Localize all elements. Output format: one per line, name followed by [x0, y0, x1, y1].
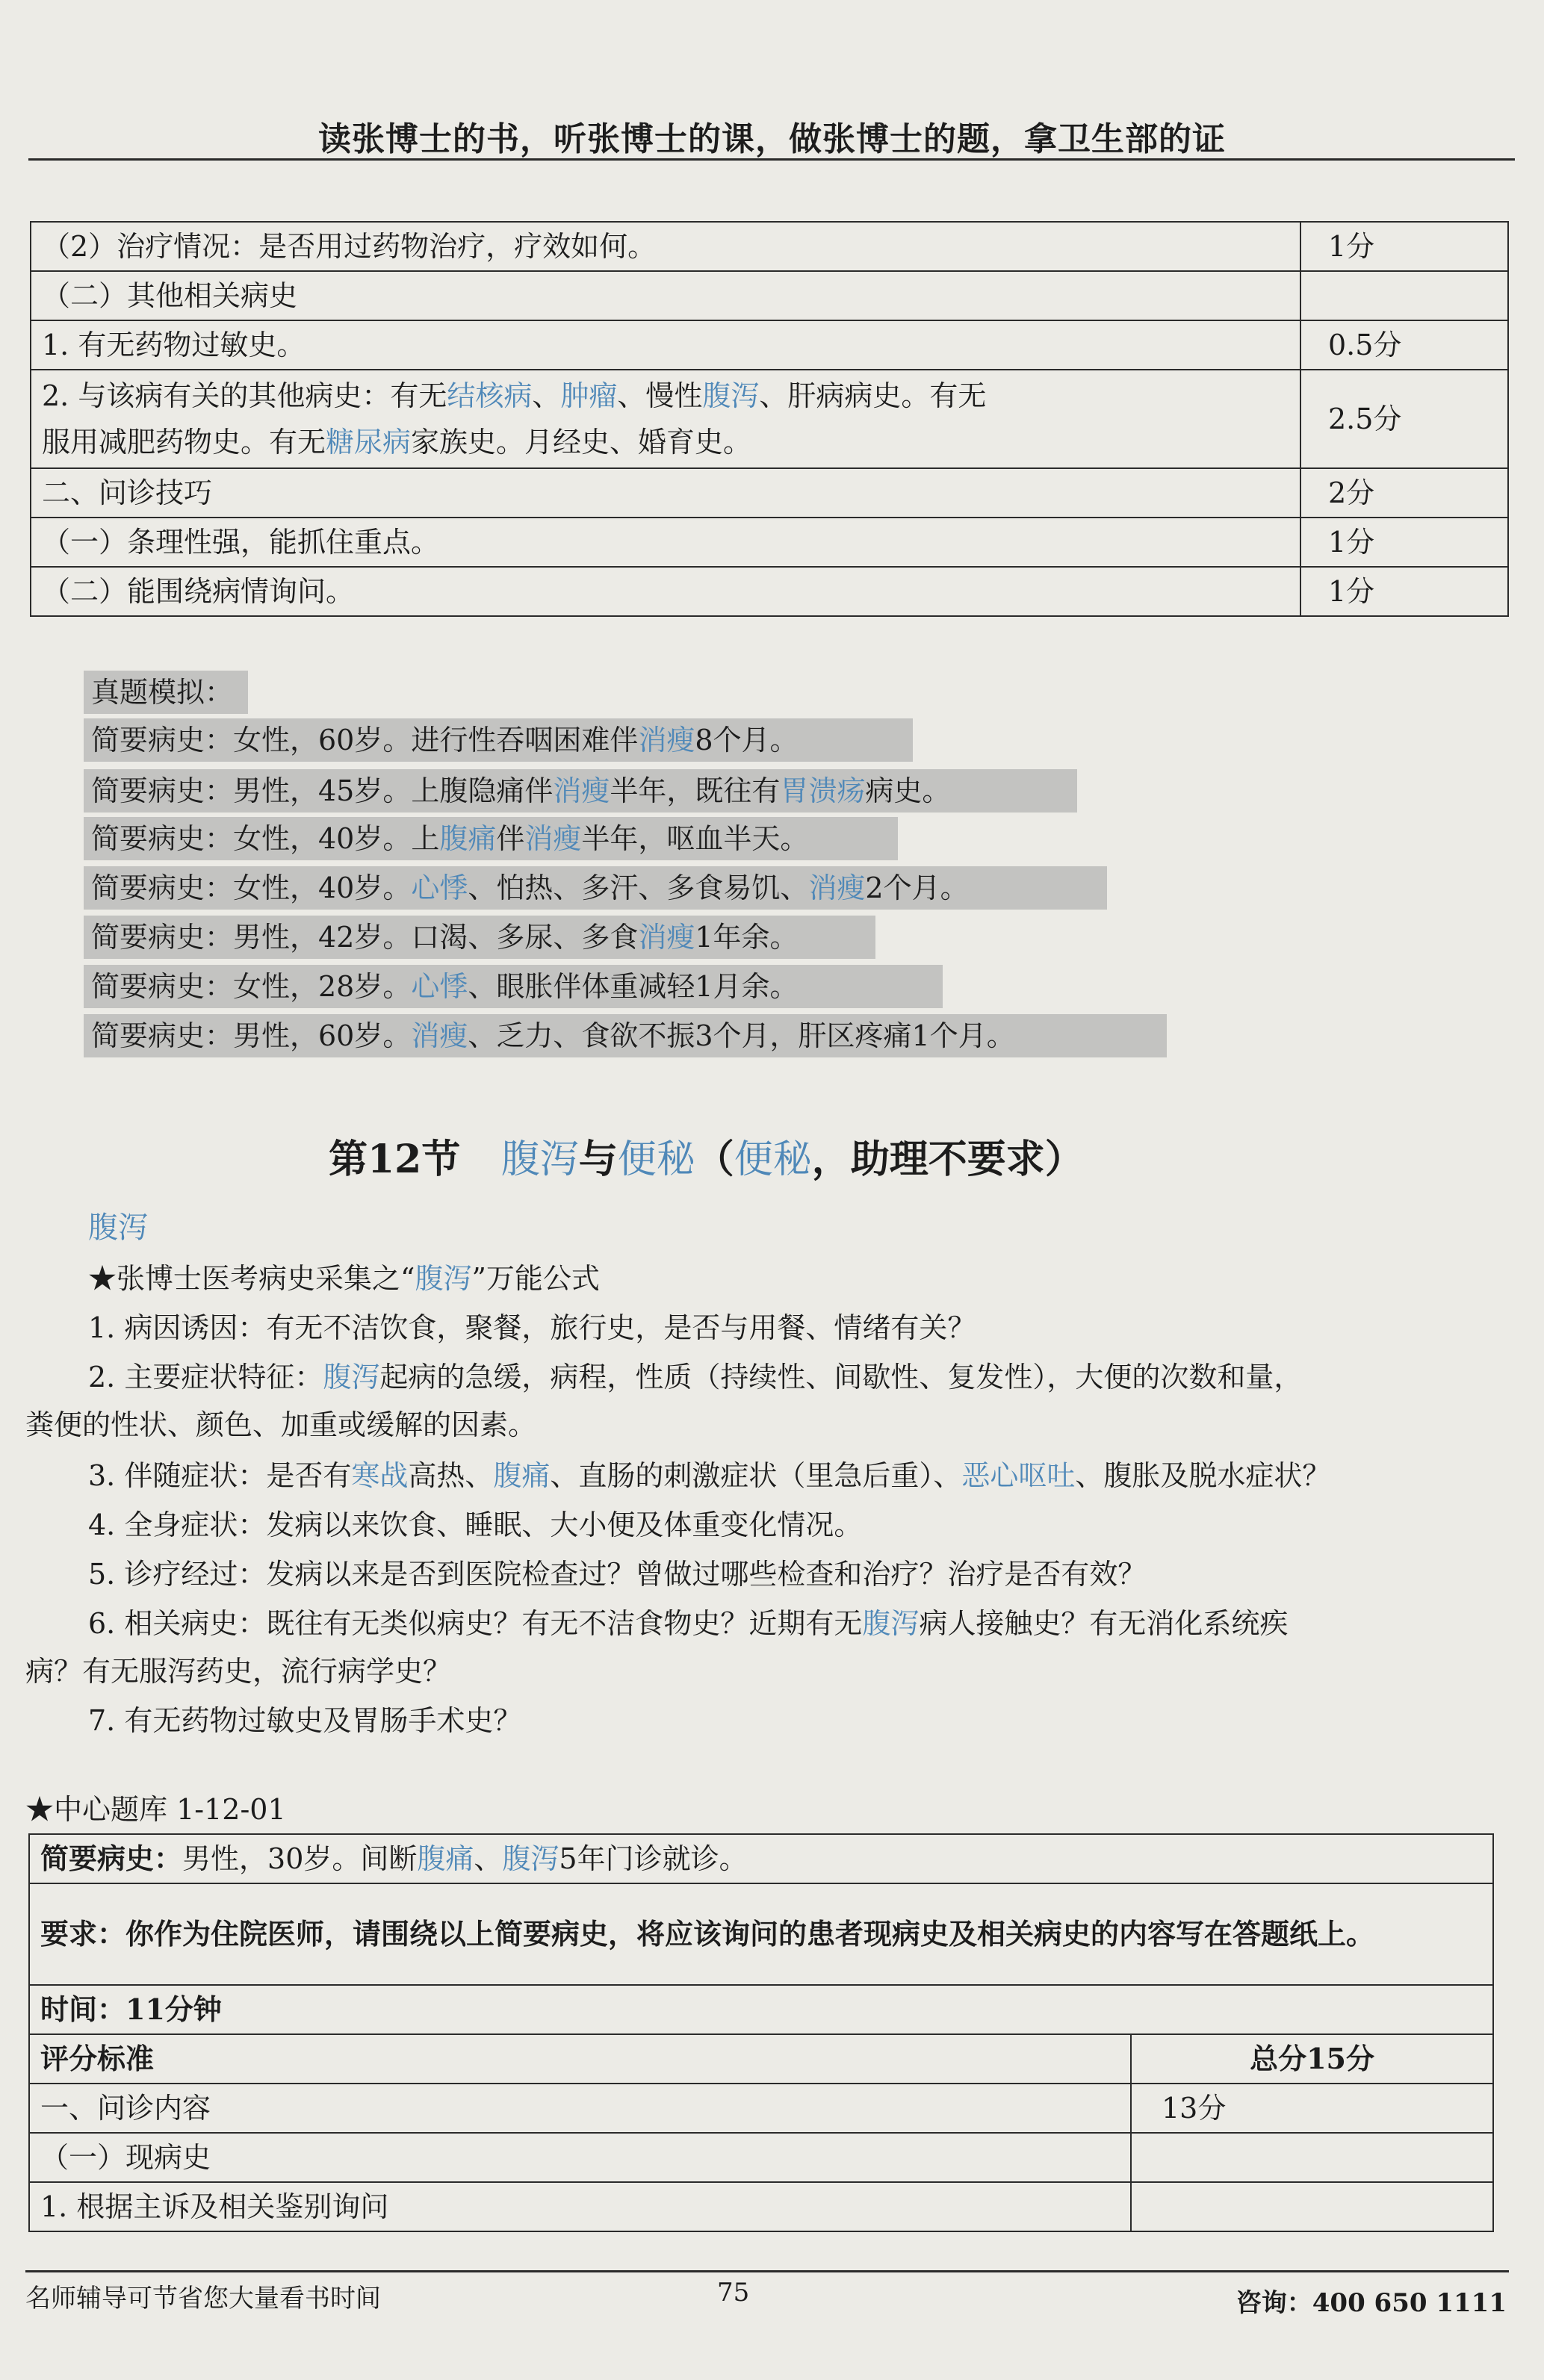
highlight-term: 消瘦 [411, 1019, 468, 1052]
table-cell: （一）现病史 [29, 2133, 1131, 2182]
table-row [29, 2133, 1493, 2182]
highlight-term: 消瘦 [553, 774, 610, 807]
page-number: 75 [717, 2278, 750, 2308]
highlight-term: 便秘 [617, 1137, 695, 1182]
text: 、 [532, 379, 561, 412]
formula-item [25, 1550, 1488, 1598]
text: 简要病史：女性，40岁。 [91, 871, 412, 904]
text: 服用减肥药物史。有无 [42, 426, 326, 459]
text: 、肝病病史。有无 [759, 379, 987, 412]
table-row [29, 1883, 1493, 1985]
text: 家族史。月经史、婚育史。 [411, 426, 752, 459]
text: 、眼胀伴体重减轻1月余。 [468, 970, 799, 1003]
formula-item [25, 1501, 1488, 1549]
criteria-cell: 评分标准 [29, 2034, 1131, 2084]
text: 伴 [496, 822, 525, 855]
highlight-term: 腹泻 [502, 1842, 559, 1875]
highlight-term: 消瘦 [638, 724, 695, 756]
section-number: 第12节 [329, 1137, 461, 1182]
table-row [29, 2182, 1493, 2231]
highlight-term: 消瘦 [524, 822, 582, 855]
table-cell: （2）治疗情况：是否用过药物治疗，疗效如何。 [31, 222, 1300, 271]
text: 6. 相关病史：既往有无类似病史？有无不洁食物史？近期有无 [88, 1607, 863, 1640]
highlight-term: 腹泻 [415, 1262, 472, 1295]
cell-line [42, 419, 1289, 465]
formula-item [25, 1353, 1488, 1449]
text: 与 [578, 1137, 618, 1182]
table-cell: （一）条理性强，能抓住重点。 [31, 518, 1300, 567]
section-title [329, 1128, 1084, 1184]
simulation-item [91, 965, 799, 1008]
text: 简要病史：男性，45岁。上腹隐痛伴 [91, 774, 554, 807]
text: 5年门诊就诊。 [559, 1842, 748, 1875]
formula-item [25, 1304, 1488, 1352]
label: 简要病史： [40, 1842, 183, 1875]
score-cell [1131, 2133, 1493, 2182]
text: 简要病史：男性，42岁。口渴、多尿、多食 [91, 921, 639, 954]
text: 、乏力、食欲不振3个月，肝区疼痛1个月。 [468, 1019, 1015, 1052]
text: ”万能公式 [471, 1262, 600, 1295]
table-row [31, 320, 1508, 370]
formula-title [25, 1255, 1488, 1302]
table-cell: 1. 根据主诉及相关鉴别询问 [29, 2182, 1131, 2231]
label: 要求： [40, 1917, 126, 1951]
text: 7. 有无药物过敏史及胃肠手术史？ [88, 1704, 522, 1737]
text: 你作为住院医师，请围绕以上简要病史，将应该询问的患者现病史及相关病史的内容写在答题纸上。 [125, 1917, 1375, 1951]
requirement-cell [29, 1883, 1493, 1985]
text: 病人接触史？有无消化系统疾 [919, 1607, 1289, 1640]
text: 、怕热、多汗、多食易饥、 [468, 871, 809, 904]
subsection-label: 腹泻 [88, 1211, 148, 1245]
highlight-term: 腹痛 [493, 1459, 551, 1492]
highlight-term: 胃溃疡 [780, 774, 866, 807]
simulation-title: 真题模拟： [91, 676, 234, 709]
question-bank-label: ★中心题库 1-12-01 [25, 1793, 286, 1826]
footer-contact: 咨询：400 650 1111 [1235, 2288, 1507, 2318]
table-row [31, 222, 1508, 271]
table-row [29, 1985, 1493, 2034]
table-cell: （二）能围绕病情询问。 [31, 567, 1300, 616]
highlight-term: 便秘 [734, 1137, 812, 1182]
text: 、直肠的刺激症状（里急后重）、 [550, 1459, 962, 1492]
header-rule [28, 158, 1515, 161]
simulation-item [91, 1014, 1015, 1057]
highlight-term: 心悸 [411, 871, 468, 904]
text: 粪便的性状、颜色、加重或缓解的因素。 [25, 1408, 537, 1441]
score-cell [1131, 2182, 1493, 2231]
text: 3. 伴随症状：是否有 [88, 1459, 352, 1492]
text: 简要病史：女性，28岁。 [91, 970, 412, 1003]
score-cell: 13分 [1131, 2084, 1493, 2133]
highlight-term: 消瘦 [638, 921, 695, 954]
text: 2. 与该病有关的其他病史：有无 [42, 379, 447, 412]
table-row [31, 370, 1508, 468]
formula-item [25, 1600, 1488, 1695]
table-row [31, 567, 1508, 616]
simulation-item [91, 769, 950, 813]
highlight-term: 腹泻 [862, 1607, 920, 1640]
highlight-term: 寒战 [351, 1459, 409, 1492]
total-score-cell: 总分15分 [1131, 2034, 1493, 2084]
highlight-term: 腹泻 [500, 1137, 579, 1182]
text: 病史。 [865, 774, 951, 807]
highlight-term: 恶心呕吐 [961, 1459, 1076, 1492]
text: 、 [474, 1842, 503, 1875]
text: 起病的急缓，病程，性质（持续性、间歇性、复发性），大便的次数和量， [379, 1361, 1303, 1393]
text: 5. 诊疗经过：发病以来是否到医院检查过？曾做过哪些检查和治疗？治疗是否有效？ [88, 1558, 1147, 1591]
score-cell: 2分 [1300, 468, 1508, 518]
text: 男性，30岁。间断 [182, 1842, 418, 1875]
cell-line [42, 373, 1289, 419]
text: 简要病史：女性，60岁。进行性吞咽困难伴 [91, 724, 639, 756]
scoring-table-top [30, 221, 1509, 617]
text: 、慢性 [617, 379, 703, 412]
table-row [29, 1834, 1493, 1883]
page-header: 读张博士的书，听张博士的课，做张博士的题，拿卫生部的证 [318, 120, 1226, 158]
table-row [29, 2034, 1493, 2084]
text: 1年余。 [695, 921, 799, 954]
history-cell [29, 1834, 1493, 1883]
text: 简要病史：女性，40岁。上 [91, 822, 440, 855]
table-row [31, 468, 1508, 518]
highlight-term: 腹痛 [417, 1842, 474, 1875]
text: ，助理不要求） [811, 1137, 1084, 1182]
simulation-item [91, 866, 969, 910]
table-cell [31, 370, 1300, 468]
footer-slogan: 名师辅导可节省您大量看书时间 [25, 2284, 381, 2314]
text: 高热、 [408, 1459, 494, 1492]
highlight-term: 腹泻 [702, 379, 760, 412]
table-cell: 1. 有无药物过敏史。 [31, 320, 1300, 370]
table-cell: 一、问诊内容 [29, 2084, 1131, 2133]
score-cell: 1分 [1300, 518, 1508, 567]
simulation-item [91, 718, 799, 762]
simulation-item [91, 817, 808, 860]
simulation-item [91, 916, 799, 959]
highlight-term: 消瘦 [808, 871, 866, 904]
text: 2个月。 [865, 871, 969, 904]
highlight-term: 肿瘤 [560, 379, 618, 412]
table-row [29, 2084, 1493, 2133]
text: 半年，呕血半天。 [581, 822, 809, 855]
table-cell: （二）其他相关病史 [31, 271, 1300, 320]
text: 简要病史：男性，60岁。 [91, 1019, 412, 1052]
text: 1. 病因诱因：有无不洁饮食，聚餐，旅行史，是否与用餐、情绪有关？ [88, 1311, 976, 1344]
text: 、腹胀及脱水症状？ [1075, 1459, 1331, 1492]
highlight-term: 心悸 [411, 970, 468, 1003]
text: 4. 全身症状：发病以来饮食、睡眠、大小便及体重变化情况。 [88, 1509, 863, 1541]
score-cell: 0.5分 [1300, 320, 1508, 370]
highlight-term: 腹痛 [439, 822, 497, 855]
table-row [31, 518, 1508, 567]
footer-rule [25, 2270, 1509, 2272]
text: 2. 主要症状特征： [88, 1361, 323, 1393]
text: 病？有无服泻药史，流行病学史？ [25, 1655, 452, 1688]
score-cell: 1分 [1300, 567, 1508, 616]
text: 8个月。 [695, 724, 799, 756]
table-row [31, 271, 1508, 320]
score-cell [1300, 271, 1508, 320]
table-cell: 二、问诊技巧 [31, 468, 1300, 518]
highlight-term: 腹泻 [323, 1361, 380, 1393]
text: 半年，既往有 [610, 774, 781, 807]
formula-item [25, 1452, 1488, 1500]
question-bank-table [28, 1833, 1494, 2232]
highlight-term: 结核病 [447, 379, 533, 412]
score-cell: 2.5分 [1300, 370, 1508, 468]
score-cell: 1分 [1300, 222, 1508, 271]
formula-item [25, 1697, 1488, 1744]
highlight-term: 糖尿病 [326, 426, 412, 459]
text: ★张博士医考病史采集之“ [88, 1262, 415, 1295]
time-cell: 时间：11分钟 [29, 1985, 1493, 2034]
text: （ [695, 1137, 734, 1182]
